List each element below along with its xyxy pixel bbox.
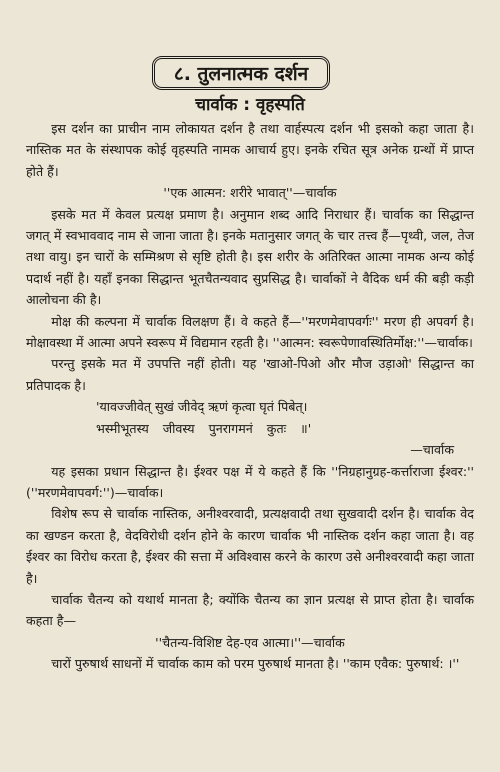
section-title: चार्वाक : वृहस्पति — [195, 95, 305, 115]
paragraph-2: इसके मत में केवल प्रत्यक्ष प्रमाण है। अनुमान शब्द आदि निराधार हैं। चार्वाक का सिद्धान्त जगत् में स्वभाववाद नाम से जाना जाता है। इनके मतानुसार जगत् के चार तत्त्व हैं—पृथ्वी, जल, तेज तथा वायु। इन चारों के सम्मिश्रण से सृष्टि होती है। इस शरीर के अतिरिक्त आत्मा नामक अन्य कोई पदार्थ नहीं है। यहाँ इनका सिद्धान्त भूतचैतन्यवाद सुप्रसिद्ध है। चार्वाकों ने वैदिक धर्म की बड़ी कड़ी आलोचना की है। — [26, 206, 474, 308]
bleed-through-text — [0, 4, 500, 17]
paragraph-8: चारों पुरुषार्थ साधनों में चार्वाक काम को परम पुरुषार्थ मानता है। ''काम एवैक: पुरुषार्थ: ।'' — [51, 656, 460, 672]
paragraph-3: मोक्ष की कल्पना में चार्वाक विलक्षण हैं। वे कहते हैं—''मरणमेवापवर्गः'' मरण ही अपवर्ग है। मोक्षावस्था में आत्मा अपने स्वरूप में विद्यमान रहती है। ''आत्मन: स्वरूपेणावस्थितिर्मोक्ष:''—चार्वाक। — [26, 313, 474, 351]
paragraph-4: परन्तु इसके मत में उपपत्ति नहीं होती। यह 'खाओ-पिओ और मौज उड़ाओ' सिद्धान्त का प्रतिपादक है। — [26, 356, 474, 393]
verse-attribution: —चार्वाक — [410, 442, 454, 458]
paragraph-5: यह इसका प्रधान सिद्धान्त है। ईश्वर पक्ष में ये कहते हैं कि ''निग्रहानुग्रह-कर्त्ताराजा ईश्वर:'' (''मरणमेवापवर्ग:'')—चार्वाक। — [26, 463, 474, 500]
verse-line-1: 'यावज्जीवेत् सुखं जीवेद् ऋणं कृत्वा घृतं पिबेत्। — [96, 399, 308, 415]
paragraph-6: विशेष रूप से चार्वाक नास्तिक, अनीश्वरवादी, प्रत्यक्षवादी तथा सुखवादी दर्शन है। चार्वाक वेद का खण्डन करता है, वेदविरोधी दर्शन होने के कारण चार्वाक भी नास्तिक दर्शन कहा जाता है। वह ईश्वर का विरोध करता है, ईश्वर की सत्ता में अविश्वास करने के कारण उसे अनीश्वरवादी कहा जाता है। — [26, 506, 474, 586]
verse-line-2: भस्मीभूतस्य जीवस्य पुनरागमनं कुतः ॥' — [96, 420, 312, 436]
paragraph-7: चार्वाक चैतन्य को यथार्थ मानता है; क्योंकि चैतन्य का ज्ञान प्रत्यक्ष से प्राप्त होता है। चार्वाक कहता है— — [26, 591, 474, 629]
chapter-title: ८. तुलनात्मक दर्शन — [152, 56, 330, 90]
quote-2: ''चैतन्य-विशिष्ट देह-एव आत्मा।''—चार्वाक — [155, 634, 345, 650]
paragraph-1: इस दर्शन का प्राचीन नाम लोकायत दर्शन है तथा वार्हस्पत्य दर्शन भी इसको कहा जाता है। नास्तिक मत के संस्थापक कोई वृहस्पति नामक आचार्य हुए। इनके रचित सूत्र अनेक ग्रन्थों में प्राप्त होते हैं। — [26, 121, 474, 179]
quote-1: ''एक आत्मन: शरीरे भावात्''—चार्वाक — [163, 185, 337, 201]
body-text — [26, 118, 474, 675]
